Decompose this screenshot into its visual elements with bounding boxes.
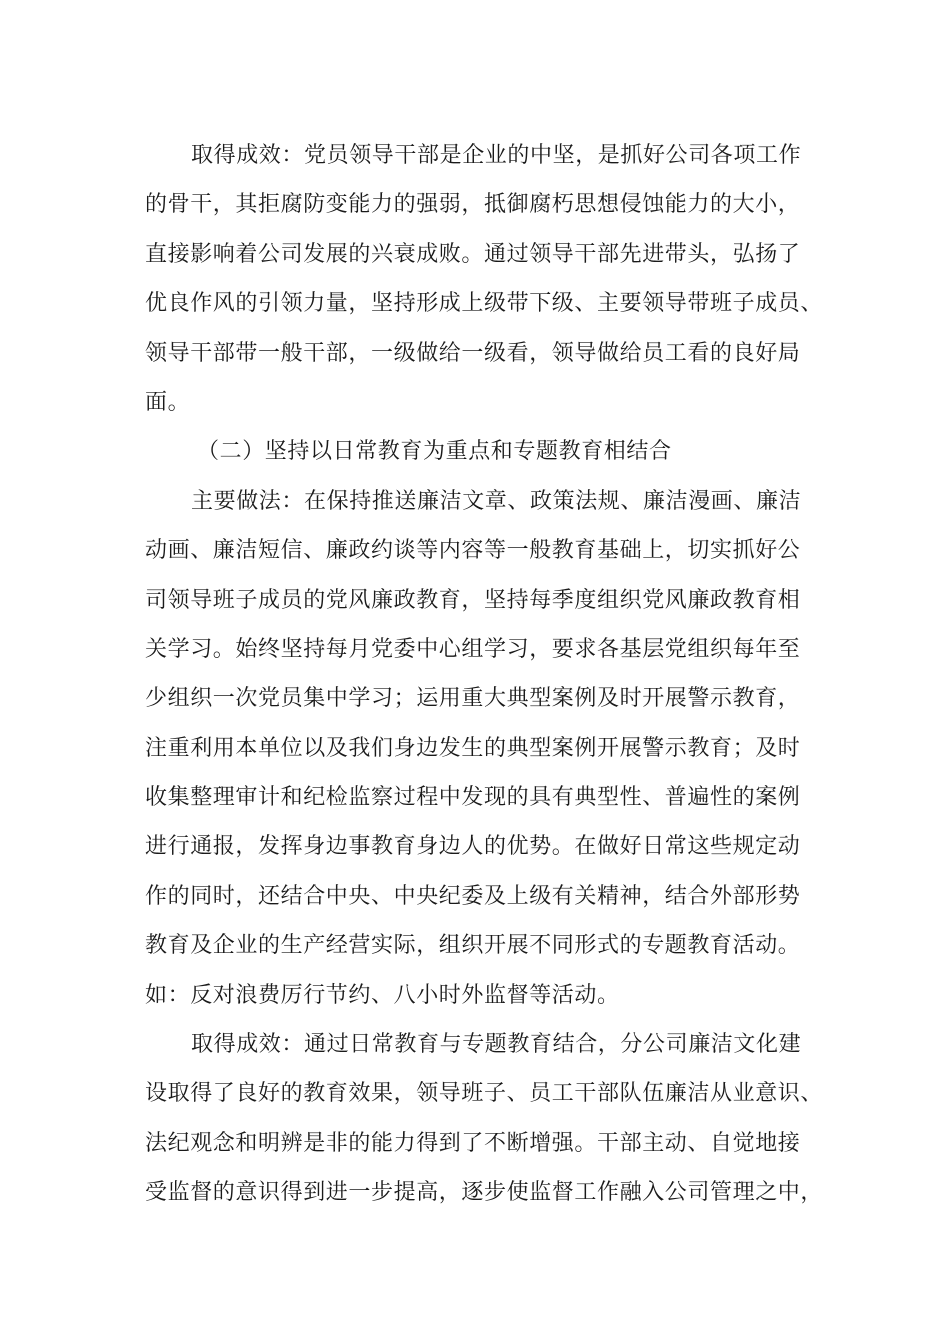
text-line: 法纪观念和明辨是非的能力得到了不断增强。干部主动、自觉地接 bbox=[145, 1130, 801, 1156]
text-line: 司领导班子成员的党风廉政教育，坚持每季度组织党风廉政教育相 bbox=[145, 587, 801, 613]
text-line: 少组织一次党员集中学习；运用重大典型案例及时开展警示教育， bbox=[145, 686, 801, 712]
section-heading: （二）坚持以日常教育为重点和专题教育相结合 bbox=[197, 439, 672, 465]
text-line: 注重利用本单位以及我们身边发生的典型案例开展警示教育；及时 bbox=[145, 735, 801, 761]
text-line: 优良作风的引领力量，坚持形成上级带下级、主要领导带班子成员、 bbox=[145, 291, 824, 317]
text-line: 动画、廉洁短信、廉政约谈等内容等一般教育基础上，切实抓好公 bbox=[145, 538, 801, 564]
text-line: 进行通报，发挥身边事教育身边人的优势。在做好日常这些规定动 bbox=[145, 834, 801, 860]
text-line: 领导干部带一般干部，一级做给一级看，领导做给员工看的良好局 bbox=[145, 340, 801, 366]
text-line: 的骨干，其拒腐防变能力的强弱，抵御腐朽思想侵蚀能力的大小， bbox=[145, 192, 801, 218]
text-line: 如：反对浪费厉行节约、八小时外监督等活动。 bbox=[145, 982, 620, 1008]
text-line: 取得成效：通过日常教育与专题教育结合，分公司廉洁文化建 bbox=[191, 1032, 802, 1058]
text-line: 面。 bbox=[145, 389, 191, 415]
text-line: 收集整理审计和纪检监察过程中发现的具有典型性、普遍性的案例 bbox=[145, 785, 801, 811]
text-line: 作的同时，还结合中央、中央纪委及上级有关精神，结合外部形势 bbox=[145, 883, 801, 909]
text-line: 主要做法：在保持推送廉洁文章、政策法规、廉洁漫画、廉洁 bbox=[191, 488, 802, 514]
text-line: 设取得了良好的教育效果，领导班子、员工干部队伍廉洁从业意识、 bbox=[145, 1081, 824, 1107]
document-body bbox=[145, 131, 824, 1218]
text-line: 直接影响着公司发展的兴衰成败。通过领导干部先进带头，弘扬了 bbox=[145, 241, 801, 267]
text-line: 教育及企业的生产经营实际，组织开展不同形式的专题教育活动。 bbox=[145, 933, 801, 959]
text-line: 取得成效：党员领导干部是企业的中坚，是抓好公司各项工作 bbox=[191, 143, 802, 168]
text-line: 受监督的意识得到进一步提高，逐步使监督工作融入公司管理之中， bbox=[145, 1180, 824, 1206]
text-line: 关学习。始终坚持每月党委中心组学习，要求各基层党组织每年至 bbox=[145, 636, 801, 662]
